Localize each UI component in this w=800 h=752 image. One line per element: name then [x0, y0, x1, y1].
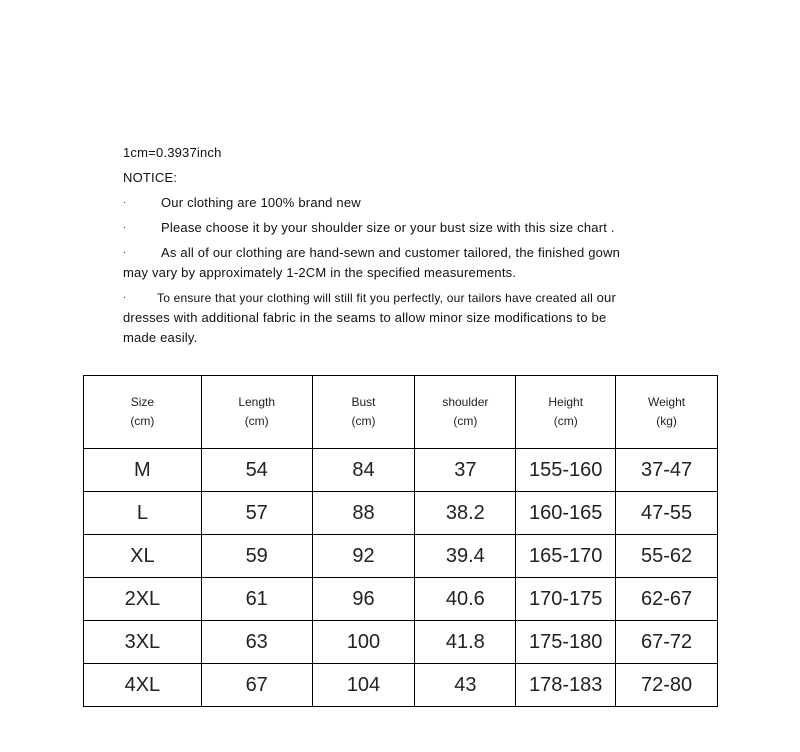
table-cell: 67-72: [616, 621, 718, 664]
table-cell: 160-165: [516, 492, 616, 535]
table-cell: 61: [201, 578, 312, 621]
table-cell: 155-160: [516, 449, 616, 492]
table-cell: 63: [201, 621, 312, 664]
notice-item: [123, 218, 683, 238]
bullet-dot: ·: [123, 247, 127, 258]
column-header: Bust (cm): [312, 376, 415, 449]
unit-conversion: 1cm=0.3937inch: [123, 145, 222, 160]
table-header-row: [84, 376, 718, 449]
column-header: Height (cm): [516, 376, 616, 449]
table-cell: 88: [312, 492, 415, 535]
table-cell: 170-175: [516, 578, 616, 621]
table-cell: 84: [312, 449, 415, 492]
notice-item: [123, 193, 683, 213]
notice-item-text: As all of our clothing are hand-sewn and customer tailored, the finished gown: [161, 245, 621, 260]
bullet-dot: ·: [123, 292, 127, 303]
column-header: Length (cm): [201, 376, 312, 449]
table-cell: 2XL: [84, 578, 202, 621]
fit-notice-line2: dresses with additional fabric in the seams to allow minor size modifications to be: [123, 310, 607, 325]
notice-item-text: Our clothing are 100% brand new: [161, 195, 361, 210]
table-row: [84, 535, 718, 578]
table-cell: 67: [201, 664, 312, 707]
table-cell: 175-180: [516, 621, 616, 664]
notice-item-text: Please choose it by your shoulder size or your bust size with this size chart .: [161, 220, 615, 235]
table-cell: XL: [84, 535, 202, 578]
notice-item-continuation: may vary by approximately 1-2CM in the specified measurements.: [123, 265, 517, 280]
table-cell: 100: [312, 621, 415, 664]
size-notes: [123, 143, 683, 348]
table-cell: 178-183: [516, 664, 616, 707]
table-cell: 72-80: [616, 664, 718, 707]
table-row: [84, 449, 718, 492]
table-cell: 165-170: [516, 535, 616, 578]
bullet-dot: ·: [123, 197, 127, 208]
table-cell: 57: [201, 492, 312, 535]
table-cell: 47-55: [616, 492, 718, 535]
table-cell: 40.6: [415, 578, 516, 621]
table-row: [84, 664, 718, 707]
size-chart-table: [83, 375, 718, 707]
table-cell: 37-47: [616, 449, 718, 492]
fit-notice-text: [157, 288, 616, 308]
table-cell: L: [84, 492, 202, 535]
fit-notice-part2: our: [596, 290, 616, 305]
column-header: Weight (kg): [616, 376, 718, 449]
column-header: shoulder (cm): [415, 376, 516, 449]
table-cell: 54: [201, 449, 312, 492]
table-cell: 104: [312, 664, 415, 707]
table-cell: 59: [201, 535, 312, 578]
table-row: [84, 492, 718, 535]
table-cell: 41.8: [415, 621, 516, 664]
table-cell: 38.2: [415, 492, 516, 535]
fit-notice-line3: made easily.: [123, 330, 198, 345]
table-cell: 92: [312, 535, 415, 578]
fit-notice-part1: To ensure that your clothing will still fit you perfectly, our tailors have created all: [157, 291, 594, 305]
table-cell: 96: [312, 578, 415, 621]
column-header: Size (cm): [84, 376, 202, 449]
table-cell: 43: [415, 664, 516, 707]
table-row: [84, 578, 718, 621]
bullet-dot: ·: [123, 222, 127, 233]
table-cell: 4XL: [84, 664, 202, 707]
table-cell: 3XL: [84, 621, 202, 664]
notice-label: NOTICE:: [123, 170, 178, 185]
table-cell: 37: [415, 449, 516, 492]
fit-notice: [123, 288, 683, 308]
table-cell: 62-67: [616, 578, 718, 621]
table-cell: 39.4: [415, 535, 516, 578]
table-cell: 55-62: [616, 535, 718, 578]
table-cell: M: [84, 449, 202, 492]
table-row: [84, 621, 718, 664]
notice-item: [123, 243, 683, 263]
